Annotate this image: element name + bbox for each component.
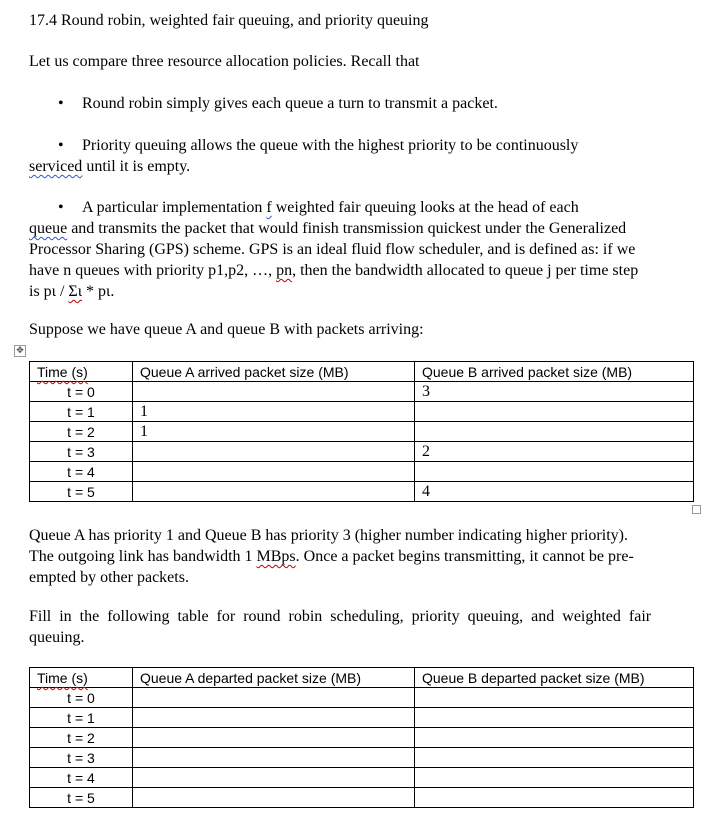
header-label: Time (s) [37,364,88,380]
queue-b-cell[interactable] [415,402,694,422]
priority-line-3: empted by other packets. [29,569,189,586]
departures-table [29,667,694,808]
queue-b-cell[interactable]: 4 [415,482,694,502]
spelling-flag-word[interactable]: pn [276,262,293,279]
queue-a-cell[interactable]: 1 [133,402,415,422]
priority-line-1: Queue A has priority 1 and Queue B has priority 3 (higher number indicating higher priority). [29,527,628,544]
bullet-priority-queuing [58,135,578,156]
bullet-icon: • [58,137,64,154]
queue-b-cell[interactable] [415,708,694,728]
fill-line-1: Fill in the following table for round robin scheduling, priority queuing, and weighted fair [29,608,652,625]
bullet-round-robin [58,93,498,114]
table-header-row [30,668,694,688]
fill-line-2: queuing. [29,629,85,646]
bullet-text: , then the bandwidth allocated to queue j per time step [292,262,639,279]
time-cell: t = 4 [30,768,133,788]
header-queue-a: Queue A departed packet size (MB) [133,668,415,688]
header-label: Time (s) [37,670,88,686]
arrivals-table [29,361,694,502]
spelling-flag-word[interactable]: MBps [256,548,296,565]
time-cell: t = 5 [30,788,133,808]
table-row [30,748,694,768]
header-queue-b: Queue B arrived packet size (MB) [415,362,694,382]
header-time [30,362,133,382]
time-cell: t = 0 [30,382,133,402]
queue-b-cell[interactable]: 2 [415,442,694,462]
header-queue-b: Queue B departed packet size (MB) [415,668,694,688]
table-row [30,462,694,482]
time-cell: t = 2 [30,728,133,748]
time-cell: t = 1 [30,402,133,422]
queue-a-cell[interactable] [133,442,415,462]
grammar-flag-word[interactable]: queue [29,220,68,237]
bullet-text: weighted fair queuing looks at the head of each [271,199,579,216]
bullet-text: until it is empty. [82,158,191,175]
time-cell: t = 0 [30,688,133,708]
table-move-handle-icon[interactable]: ✥ [14,345,26,357]
grammar-flag-word[interactable]: serviced [29,158,83,175]
bullet-icon: • [58,199,64,216]
time-cell: t = 2 [30,422,133,442]
queue-b-cell[interactable] [415,748,694,768]
queue-a-cell[interactable] [133,788,415,808]
queue-a-cell[interactable] [133,728,415,748]
table-row [30,422,694,442]
header-time [30,668,133,688]
table-resize-handle[interactable] [692,505,701,514]
table-row [30,382,694,402]
time-cell: t = 5 [30,482,133,502]
queue-a-cell[interactable] [133,768,415,788]
queue-b-cell[interactable] [415,462,694,482]
queue-b-cell[interactable] [415,728,694,748]
table-row [30,708,694,728]
queue-a-cell[interactable] [133,382,415,402]
bullet-text: Priority queuing allows the queue with the highest priority to be continuously [82,137,579,154]
wfq-line-5 [29,281,694,302]
table-row [30,728,694,748]
time-cell: t = 4 [30,462,133,482]
body-text: The outgoing link has bandwidth 1 [29,548,257,565]
section-heading: 17.4 Round robin, weighted fair queuing, and priority queuing [29,12,429,29]
table-row [30,688,694,708]
body-text: . Once a packet begins transmitting, it cannot be pre- [295,548,634,565]
intro-paragraph: Let us compare three resource allocation policies. Recall that [29,53,420,70]
table-row [30,482,694,502]
queue-a-cell[interactable] [133,748,415,768]
queue-b-cell[interactable]: 3 [415,382,694,402]
bullet-icon: • [58,95,64,112]
bullet-text: * pι. [82,283,115,300]
priority-line-2 [29,546,694,567]
bullet-text: have n queues with priority p1,p2, …, [29,262,277,279]
time-cell: t = 3 [30,748,133,768]
queue-b-cell[interactable] [415,788,694,808]
suppose-paragraph: Suppose we have queue A and queue B with packets arriving: [29,321,424,338]
table-header-row [30,362,694,382]
queue-b-cell[interactable] [415,422,694,442]
bullet-weighted-fair-queuing [58,197,579,218]
table-row [30,788,694,808]
bullet-text: and transmits the packet that would finish transmission quickest under the Generalized [67,220,627,237]
table-row [30,768,694,788]
bullet-text: Round robin simply gives each queue a turn to transmit a packet. [82,95,498,112]
queue-a-cell[interactable]: 1 [133,422,415,442]
queue-b-cell[interactable] [415,768,694,788]
queue-a-cell[interactable] [133,688,415,708]
wfq-line-3: Processor Sharing (GPS) scheme. GPS is an ideal fluid flow scheduler, and is defined as: if we [29,241,636,258]
wfq-line-4 [29,260,694,281]
bullet-text: A particular implementation [82,199,267,216]
queue-b-cell[interactable] [415,688,694,708]
spelling-flag-word[interactable]: Σι [68,283,83,300]
table-row [30,402,694,422]
time-cell: t = 1 [30,708,133,728]
wfq-line-2 [29,218,694,239]
queue-a-cell[interactable] [133,708,415,728]
queue-a-cell[interactable] [133,462,415,482]
header-queue-a: Queue A arrived packet size (MB) [133,362,415,382]
table-row [30,442,694,462]
queue-a-cell[interactable] [133,482,415,502]
time-cell: t = 3 [30,442,133,462]
grammar-flag-word[interactable]: f [266,199,272,216]
bullet-text: is pι / [29,283,69,300]
bullet-priority-continuation [29,156,694,177]
